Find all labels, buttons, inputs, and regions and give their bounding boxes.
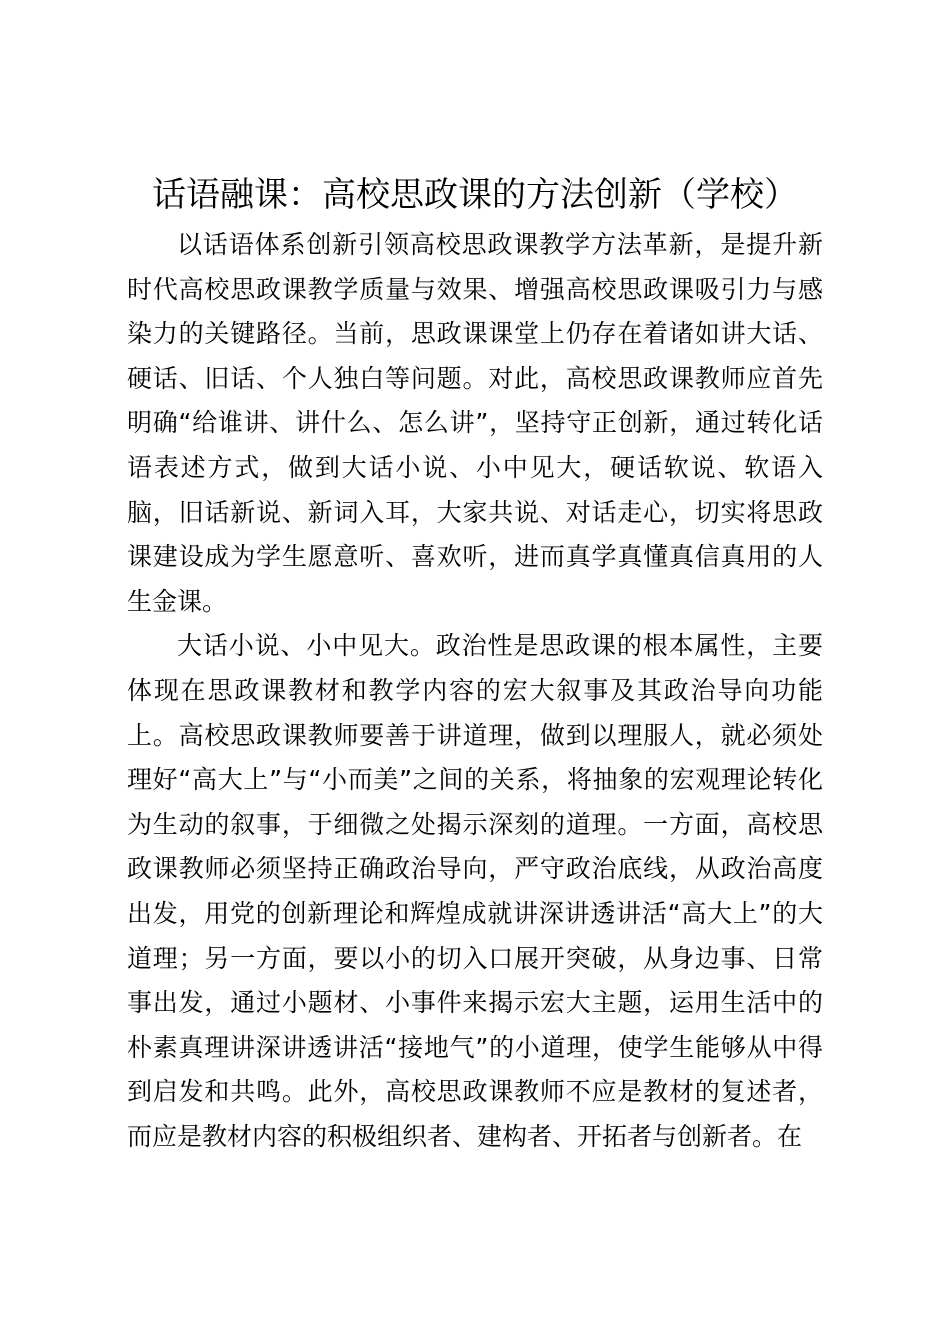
- paragraph-intro: 以话语体系创新引领高校思政课教学方法革新，是提升新时代高校思政课教学质量与效果、增强高校思政课吸引力与感染力的关键路径。当前，思政课课堂上仍存在着诸如讲大话、硬话、旧话、个人独白等问题。对此，高校思政课教师应首先明确“给谁讲、讲什么、怎么讲”，坚持守正创新，通过转化话语表述方式，做到大话小说、小中见大，硬话软说、软语入脑，旧话新说、新词入耳，大家共说、对话走心，切实将思政课建设成为学生愿意听、喜欢听，进而真学真懂真信真用的人生金课。: [127, 230, 823, 616]
- document-body: [127, 223, 823, 1159]
- document-title: 话语融课：高校思政课的方法创新（学校）: [152, 175, 798, 215]
- paragraph-big-talk-small: 大话小说、小中见大。政治性是思政课的根本属性，主要体现在思政课教材和教学内容的宏大叙事及其政治导向功能上。高校思政课教师要善于讲道理，做到以理服人，就必须处理好“高大上”与“小而美”之间的关系，将抽象的宏观理论转化为生动的叙事，于细微之处揭示深刻的道理。一方面，高校思政课教师必须坚持正确政治导向，严守政治底线，从政治高度出发，用党的创新理论和辉煌成就讲深讲透讲活“高大上”的大道理；另一方面，要以小的切入口展开突破，从身边事、日常事出发，通过小题材、小事件来揭示宏大主题，运用生活中的朴素真理讲深讲透讲活“接地气”的小道理，使学生能够从中得到启发和共鸣。此外，高校思政课教师不应是教材的复述者，而应是教材内容的积极组织者、建构者、开拓者与创新者。在: [127, 631, 823, 1151]
